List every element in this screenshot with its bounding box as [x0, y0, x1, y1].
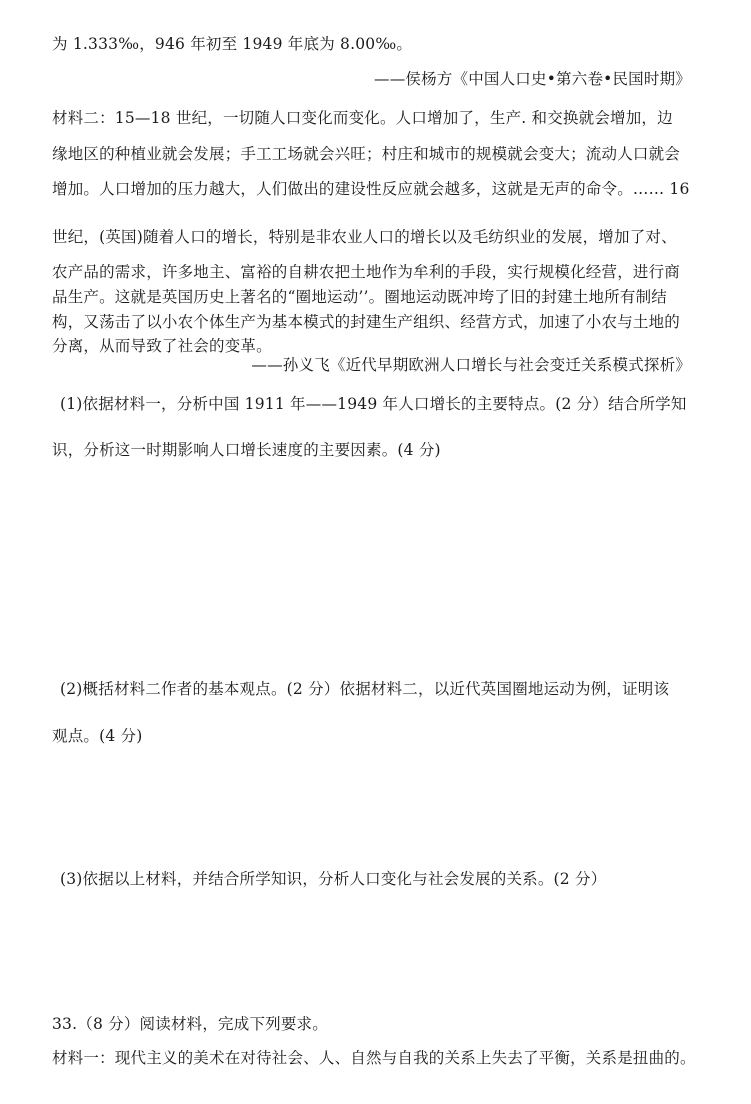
material-one-citation: ——侯杨方《中国人口史•第六卷•民国时期》 [374, 70, 691, 88]
question-1-line-1: (1)依据材料一，分析中国 1911 年——1949 年人口增长的主要特点。(2 分）结合所学知 [60, 395, 687, 413]
material-two-line-3: 增加。人口增加的压力越大，人们做出的建设性反应就会越多，这就是无声的命令。…… 16 [52, 180, 690, 198]
question-2-line-2: 观点。(4 分) [52, 727, 143, 745]
material-two-line-1: 材料二：15—18 世纪，一切随人口变化而变化。人口增加了，生产. 和交换就会增加，边 [52, 109, 673, 127]
question-1-line-2: 识，分析这一时期影响人口增长速度的主要因素。(4 分) [52, 441, 441, 459]
question-3: (3)依据以上材料，并结合所学知识，分析人口变化与社会发展的关系。(2 分） [60, 870, 607, 888]
material-two-line-7: 构，又荡击了以小农个体生产为基本模式的封建生产组织、经营方式，加速了小农与土地的 [52, 313, 681, 331]
material-one-ending: 为 1.333‰，946 年初至 1949 年底为 8.00‰。 [52, 35, 413, 53]
material-two-citation: ——孙义飞《近代早期欧洲人口增长与社会变迁关系模式探析》 [251, 356, 691, 374]
material-two-line-5: 农产品的需求，许多地主、富裕的自耕农把土地作为牟利的手段，实行规模化经营，进行商 [52, 263, 681, 281]
question-33-material-one: 材料一：现代主义的美术在对待社会、人、自然与自我的关系上失去了平衡，关系是扭曲的。 [52, 1049, 696, 1067]
question-2-line-1: (2)概括材料二作者的基本观点。(2 分）依据材料二，以近代英国圈地运动为例，证明该 [60, 680, 670, 698]
material-two-line-6: 品生产。这就是英国历史上著名的“圈地运动’’。圈地运动既冲垮了旧的封建土地所有制结 [52, 288, 667, 306]
question-33-heading: 33.（8 分）阅读材料，完成下列要求。 [52, 1015, 328, 1033]
material-two-line-8: 分离，从而导致了社会的变革。 [52, 337, 272, 355]
material-two-line-2: 缘地区的种植业就会发展；手工工场就会兴旺；村庄和城市的规模就会变大；流动人口就会 [52, 145, 681, 163]
material-two-line-4: 世纪，(英国)随着人口的增长，特别是非农业人口的增长以及毛纺织业的发展，增加了对、 [52, 228, 677, 246]
